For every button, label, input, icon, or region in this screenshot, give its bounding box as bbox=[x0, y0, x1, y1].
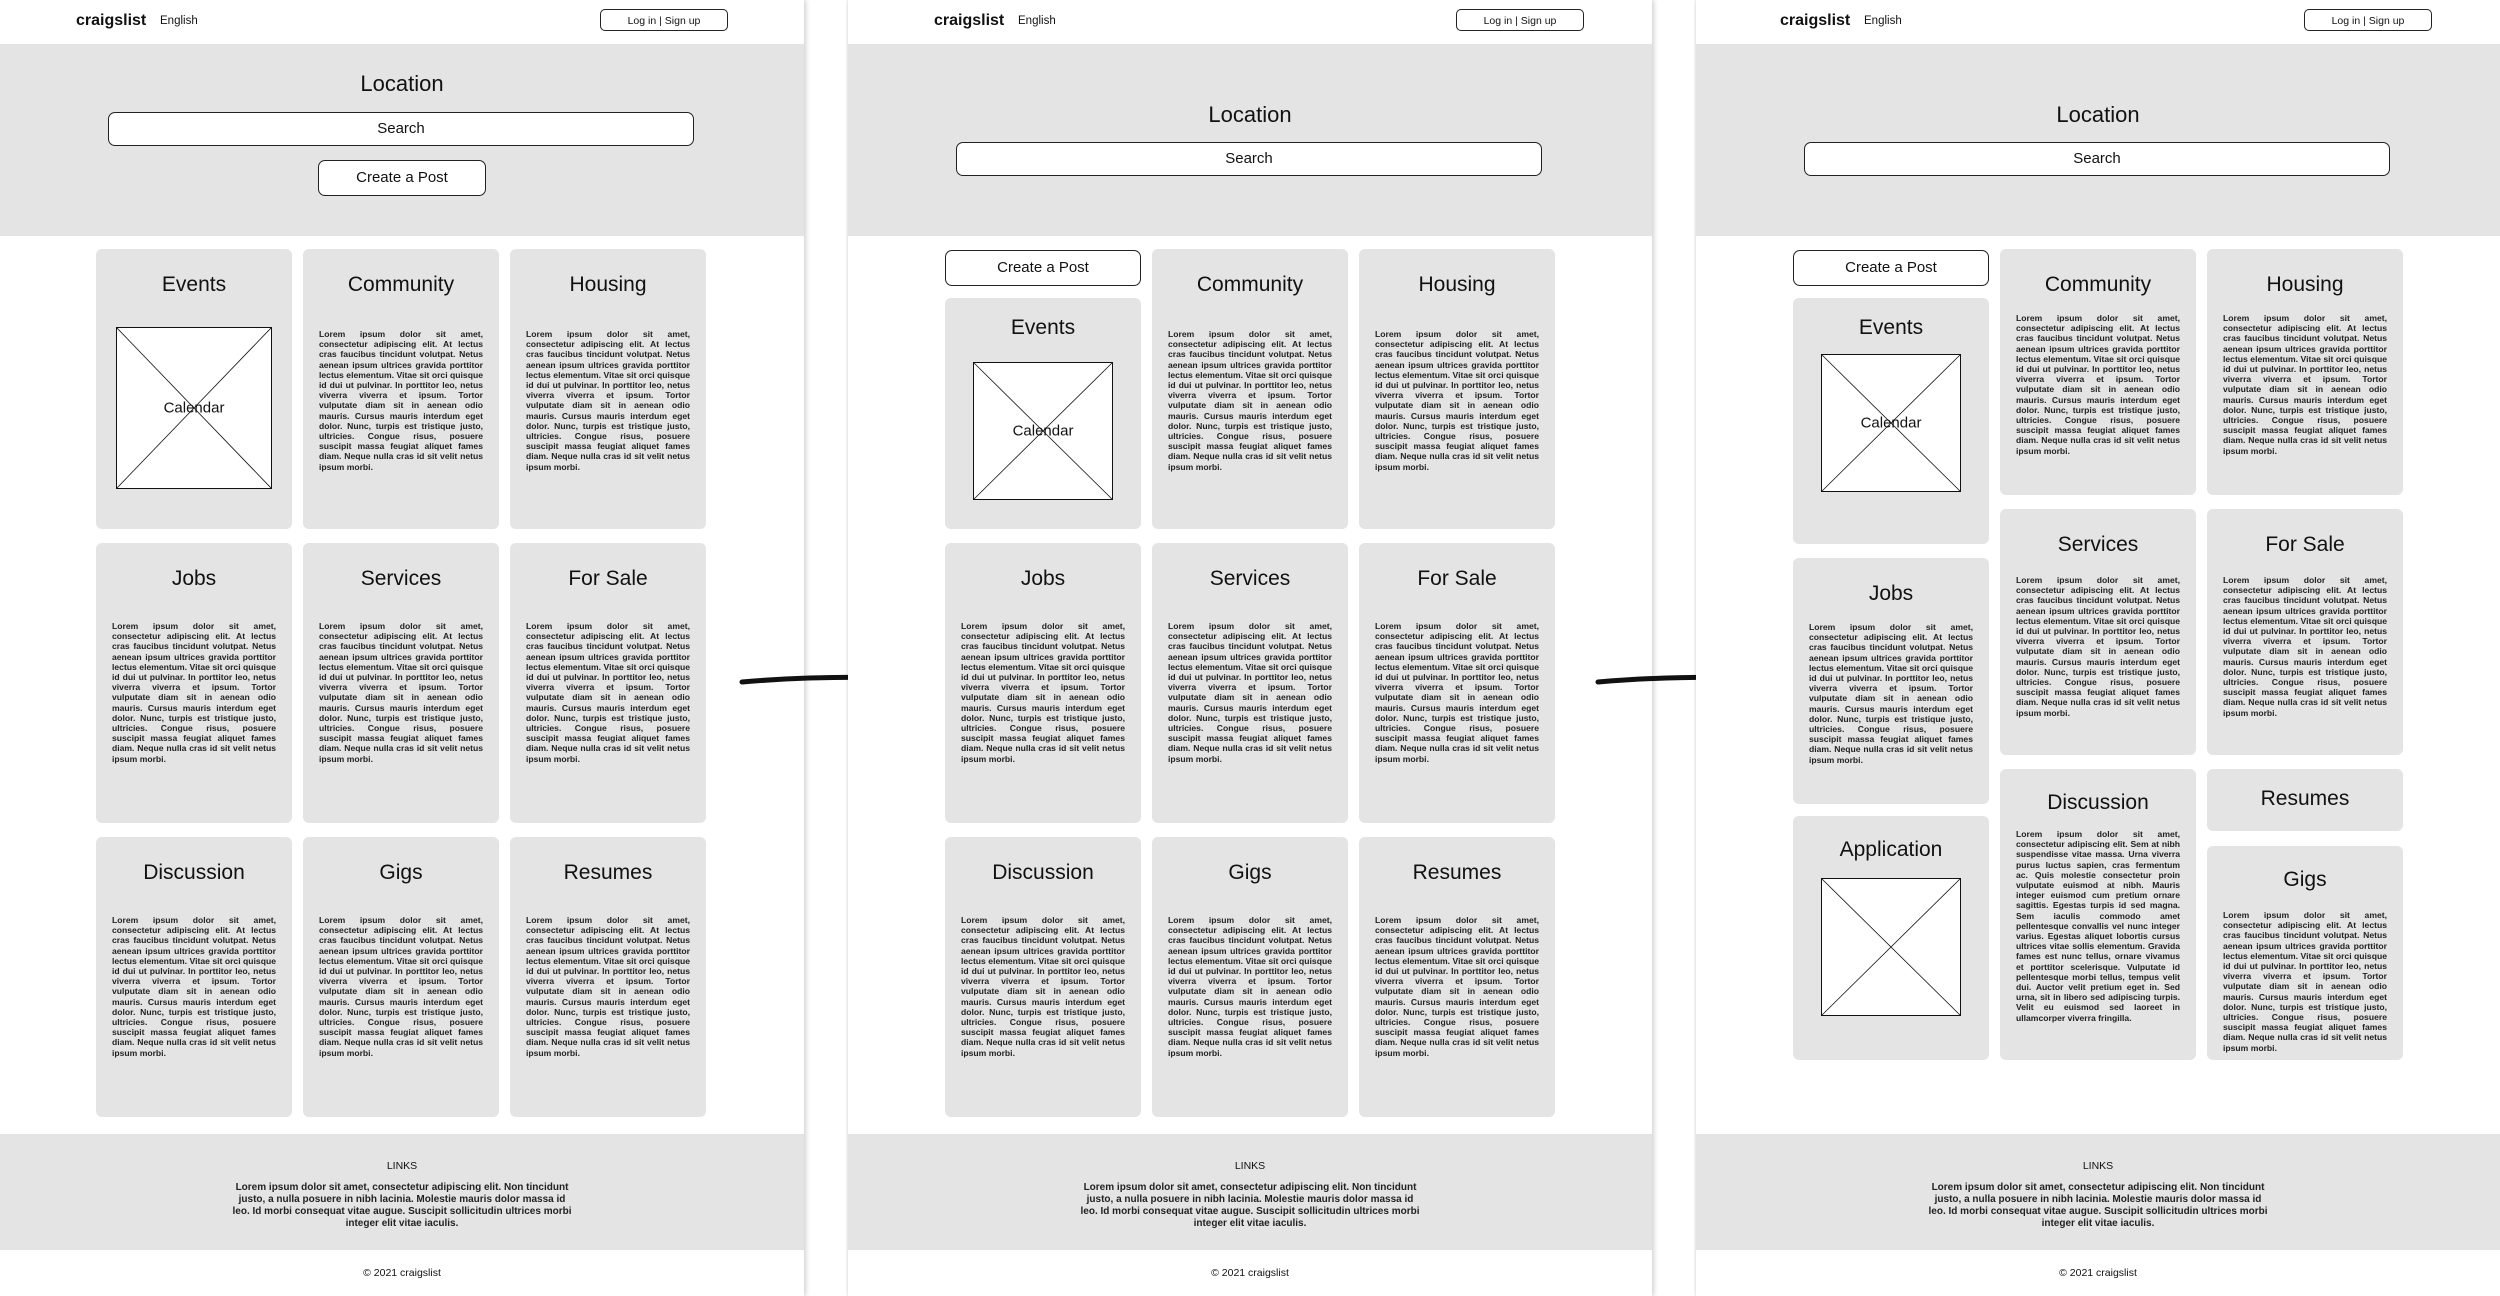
copyright: © 2021 craigslist bbox=[1211, 1267, 1289, 1279]
card-title: For Sale bbox=[1417, 567, 1497, 590]
card-text: Lorem ipsum dolor sit amet, consectetur adipiscing elit. At lectus cras faucibus tincidunt volutpat. Netus aenean ipsum ultrices gravida porttitor lectus elementum. Vitae sit orci quisque id dui ut pulvinar. In porttitor leo, netus viverra viverra et ipsum. Tortor vulputate diam sit in aenean odio mauris. Cursus mauris interdum eget dolor. Nunc, turpis est tristique justo, ultricies. Congue risus, posuere suscipit massa feugiat aliquet fames diam. Neque nulla cras id sit velit netus ipsum morbi. bbox=[2223, 313, 2387, 456]
discussion-card[interactable] bbox=[2000, 769, 2196, 1060]
copyright: © 2021 craigslist bbox=[2059, 1267, 2137, 1279]
logo[interactable]: craigslist bbox=[76, 12, 147, 29]
calendar-label: Calendar bbox=[163, 399, 225, 417]
language-selector[interactable]: English bbox=[1864, 15, 1902, 27]
footer-text: Lorem ipsum dolor sit amet, consectetur adipiscing elit. Non tincidunt justo, a nulla posuere in nibh lacinia. Molestie mauris dolor massa id leo. Id morbi consequat vitae augue. Suscipit sollicitudin ultrices morbi integer elit vitae iaculis. bbox=[232, 1182, 572, 1229]
card-text: Lorem ipsum dolor sit amet, consectetur adipiscing elit. At lectus cras faucibus tincidunt volutpat. Netus aenean ipsum ultrices gravida porttitor lectus elementum. Vitae sit orci quisque id dui ut pulvinar. In porttitor leo, netus viverra viverra et ipsum. Tortor vulputate diam sit in aenean odio mauris. Cursus mauris interdum eget dolor. Nunc, turpis est tristique justo, ultricies. Congue risus, posuere suscipit massa feugiat aliquet fames diam. Neque nulla cras id sit velit netus ipsum morbi. bbox=[319, 915, 483, 1058]
events-card[interactable] bbox=[96, 249, 292, 529]
card-title: Discussion bbox=[992, 861, 1094, 884]
calendar-placeholder[interactable] bbox=[1821, 354, 1961, 492]
card-title: For Sale bbox=[568, 567, 648, 590]
for-sale-card[interactable] bbox=[2207, 509, 2403, 755]
card-title: Housing bbox=[2266, 273, 2344, 296]
application-card[interactable] bbox=[1793, 816, 1989, 1060]
card-text: Lorem ipsum dolor sit amet, consectetur adipiscing elit. At lectus cras faucibus tincidunt volutpat. Netus aenean ipsum ultrices gravida porttitor lectus elementum. Vitae sit orci quisque id dui ut pulvinar. In porttitor leo, netus viverra viverra et ipsum. Tortor vulputate diam sit in aenean odio mauris. Cursus mauris interdum eget dolor. Nunc, turpis est tristique justo, ultricies. Congue risus, posuere suscipit massa feugiat aliquet fames diam. Neque nulla cras id sit velit netus ipsum morbi. bbox=[112, 915, 276, 1058]
discussion-card[interactable] bbox=[945, 837, 1141, 1117]
footer bbox=[848, 1134, 1652, 1250]
card-title: Resumes bbox=[563, 861, 653, 884]
resumes-card[interactable] bbox=[510, 837, 706, 1117]
resumes-card[interactable] bbox=[1359, 837, 1555, 1117]
search-input[interactable]: Search bbox=[956, 142, 1542, 176]
jobs-card[interactable] bbox=[1793, 558, 1989, 804]
footer-links-title[interactable]: LINKS bbox=[1234, 1160, 1266, 1172]
jobs-card[interactable] bbox=[945, 543, 1141, 823]
login-signup-button[interactable]: Log in | Sign up bbox=[2304, 9, 2432, 31]
top-bar bbox=[848, 0, 1652, 44]
card-title: Services bbox=[2057, 533, 2139, 556]
location-hero bbox=[1696, 44, 2500, 236]
card-text: Lorem ipsum dolor sit amet, consectetur adipiscing elit. At lectus cras faucibus tincidunt volutpat. Netus aenean ipsum ultrices gravida porttitor lectus elementum. Vitae sit orci quisque id dui ut pulvinar. In porttitor leo, netus viverra viverra et ipsum. Tortor vulputate diam sit in aenean odio mauris. Cursus mauris interdum eget dolor. Nunc, turpis est tristique justo, ultricies. Congue risus, posuere suscipit massa feugiat aliquet fames diam. Neque nulla cras id sit velit netus ipsum morbi. bbox=[526, 915, 690, 1058]
calendar-placeholder[interactable] bbox=[973, 362, 1113, 500]
card-text: Lorem ipsum dolor sit amet, consectetur adipiscing elit. At lectus cras faucibus tincidunt volutpat. Netus aenean ipsum ultrices gravida porttitor lectus elementum. Vitae sit orci quisque id dui ut pulvinar. In porttitor leo, netus viverra viverra et ipsum. Tortor vulputate diam sit in aenean odio mauris. Cursus mauris interdum eget dolor. Nunc, turpis est tristique justo, ultricies. Congue risus, posuere suscipit massa feugiat aliquet fames diam. Neque nulla cras id sit velit netus ipsum morbi. bbox=[2016, 313, 2180, 456]
card-title: Resumes bbox=[1412, 861, 1502, 884]
location-title: Location bbox=[360, 71, 444, 96]
card-text: Lorem ipsum dolor sit amet, consectetur adipiscing elit. At lectus cras faucibus tincidunt volutpat. Netus aenean ipsum ultrices gravida porttitor lectus elementum. Vitae sit orci quisque id dui ut pulvinar. In porttitor leo, netus viverra viverra et ipsum. Tortor vulputate diam sit in aenean odio mauris. Cursus mauris interdum eget dolor. Nunc, turpis est tristique justo, ultricies. Congue risus, posuere suscipit massa feugiat aliquet fames diam. Neque nulla cras id sit velit netus ipsum morbi. bbox=[1168, 621, 1332, 764]
location-hero bbox=[848, 44, 1652, 236]
card-title: Jobs bbox=[1020, 567, 1066, 590]
card-text: Lorem ipsum dolor sit amet, consectetur adipiscing elit. At lectus cras faucibus tincidunt volutpat. Netus aenean ipsum ultrices gravida porttitor lectus elementum. Vitae sit orci quisque id dui ut pulvinar. In porttitor leo, netus viverra viverra et ipsum. Tortor vulputate diam sit in aenean odio mauris. Cursus mauris interdum eget dolor. Nunc, turpis est tristique justo, ultricies. Congue risus, posuere suscipit massa feugiat aliquet fames diam. Neque nulla cras id sit velit netus ipsum morbi. bbox=[526, 329, 690, 472]
card-title: Gigs bbox=[379, 861, 423, 884]
card-title: Events bbox=[161, 273, 227, 296]
footer bbox=[0, 1134, 804, 1250]
calendar-label: Calendar bbox=[1860, 414, 1922, 432]
gigs-card[interactable] bbox=[1152, 837, 1348, 1117]
card-title: Housing bbox=[1418, 273, 1496, 296]
card-text: Lorem ipsum dolor sit amet, consectetur adipiscing elit. At lectus cras faucibus tincidunt volutpat. Netus aenean ipsum ultrices gravida porttitor lectus elementum. Vitae sit orci quisque id dui ut pulvinar. In porttitor leo, netus viverra viverra et ipsum. Tortor vulputate diam sit in aenean odio mauris. Cursus mauris interdum eget dolor. Nunc, turpis est tristique justo, ultricies. Congue risus, posuere suscipit massa feugiat aliquet fames diam. Neque nulla cras id sit velit netus ipsum morbi. bbox=[1375, 329, 1539, 472]
housing-card[interactable] bbox=[1359, 249, 1555, 529]
application-image-placeholder[interactable] bbox=[1821, 878, 1961, 1016]
wireframe-version-1 bbox=[0, 0, 804, 1296]
card-text: Lorem ipsum dolor sit amet, consectetur adipiscing elit. At lectus cras faucibus tincidunt volutpat. Netus aenean ipsum ultrices gravida porttitor lectus elementum. Vitae sit orci quisque id dui ut pulvinar. In porttitor leo, netus viverra viverra et ipsum. Tortor vulputate diam sit in aenean odio mauris. Cursus mauris interdum eget dolor. Nunc, turpis est tristique justo, ultricies. Congue risus, posuere suscipit massa feugiat aliquet fames diam. Neque nulla cras id sit velit netus ipsum morbi. bbox=[526, 621, 690, 764]
location-title: Location bbox=[1208, 102, 1292, 127]
footer-text: Lorem ipsum dolor sit amet, consectetur adipiscing elit. Non tincidunt justo, a nulla posuere in nibh lacinia. Molestie mauris dolor massa id leo. Id morbi consequat vitae augue. Suscipit sollicitudin ultrices morbi integer elit vitae iaculis. bbox=[1080, 1182, 1420, 1229]
for-sale-card[interactable] bbox=[1359, 543, 1555, 823]
create-post-button[interactable]: Create a Post bbox=[945, 250, 1141, 286]
card-title: Gigs bbox=[2283, 868, 2327, 891]
logo[interactable]: craigslist bbox=[1780, 12, 1851, 29]
card-title: Services bbox=[360, 567, 442, 590]
footer-text: Lorem ipsum dolor sit amet, consectetur adipiscing elit. Non tincidunt justo, a nulla posuere in nibh lacinia. Molestie mauris dolor massa id leo. Id morbi consequat vitae augue. Suscipit sollicitudin ultrices morbi integer elit vitae iaculis. bbox=[1928, 1182, 2268, 1229]
card-title: Events bbox=[1010, 316, 1076, 339]
card-text: Lorem ipsum dolor sit amet, consectetur adipiscing elit. At lectus cras faucibus tincidunt volutpat. Netus aenean ipsum ultrices gravida porttitor lectus elementum. Vitae sit orci quisque id dui ut pulvinar. In porttitor leo, netus viverra viverra et ipsum. Tortor vulputate diam sit in aenean odio mauris. Cursus mauris interdum eget dolor. Nunc, turpis est tristique justo, ultricies. Congue risus, posuere suscipit massa feugiat aliquet fames diam. Neque nulla cras id sit velit netus ipsum morbi. bbox=[2016, 575, 2180, 718]
location-hero bbox=[0, 44, 804, 236]
footer-links-title[interactable]: LINKS bbox=[2082, 1160, 2114, 1172]
housing-card[interactable] bbox=[510, 249, 706, 529]
services-card[interactable] bbox=[303, 543, 499, 823]
jobs-card[interactable] bbox=[96, 543, 292, 823]
location-title: Location bbox=[2056, 102, 2140, 127]
card-text: Lorem ipsum dolor sit amet, consectetur adipiscing elit. At lectus cras faucibus tincidunt volutpat. Netus aenean ipsum ultrices gravida porttitor lectus elementum. Vitae sit orci quisque id dui ut pulvinar. In porttitor leo, netus viverra viverra et ipsum. Tortor vulputate diam sit in aenean odio mauris. Cursus mauris interdum eget dolor. Nunc, turpis est tristique justo, ultricies. Congue risus, posuere suscipit massa feugiat aliquet fames diam. Neque nulla cras id sit velit netus ipsum morbi. bbox=[1168, 329, 1332, 472]
create-post-button[interactable]: Create a Post bbox=[318, 160, 486, 196]
search-input[interactable]: Search bbox=[1804, 142, 2390, 176]
gigs-card[interactable] bbox=[303, 837, 499, 1117]
card-title: Community bbox=[347, 273, 455, 296]
card-text: Lorem ipsum dolor sit amet, consectetur adipiscing elit. At lectus cras faucibus tincidunt volutpat. Netus aenean ipsum ultrices gravida porttitor lectus elementum. Vitae sit orci quisque id dui ut pulvinar. In porttitor leo, netus viverra viverra et ipsum. Tortor vulputate diam sit in aenean odio mauris. Cursus mauris interdum eget dolor. Nunc, turpis est tristique justo, ultricies. Congue risus, posuere suscipit massa feugiat aliquet fames diam. Neque nulla cras id sit velit netus ipsum morbi. bbox=[2223, 910, 2387, 1053]
wireframe-version-3 bbox=[1696, 0, 2500, 1296]
card-text: Lorem ipsum dolor sit amet, consectetur adipiscing elit. At lectus cras faucibus tincidunt volutpat. Netus aenean ipsum ultrices gravida porttitor lectus elementum. Vitae sit orci quisque id dui ut pulvinar. In porttitor leo, netus viverra viverra et ipsum. Tortor vulputate diam sit in aenean odio mauris. Cursus mauris interdum eget dolor. Nunc, turpis est tristique justo, ultricies. Congue risus, posuere suscipit massa feugiat aliquet fames diam. Neque nulla cras id sit velit netus ipsum morbi. bbox=[2223, 575, 2387, 718]
card-text: Lorem ipsum dolor sit amet, consectetur adipiscing elit. At lectus cras faucibus tincidunt volutpat. Netus aenean ipsum ultrices gravida porttitor lectus elementum. Vitae sit orci quisque id dui ut pulvinar. In porttitor leo, netus viverra viverra et ipsum. Tortor vulputate diam sit in aenean odio mauris. Cursus mauris interdum eget dolor. Nunc, turpis est tristique justo, ultricies. Congue risus, posuere suscipit massa feugiat aliquet fames diam. Neque nulla cras id sit velit netus ipsum morbi. bbox=[1375, 915, 1539, 1058]
discussion-card[interactable] bbox=[96, 837, 292, 1117]
events-card[interactable] bbox=[1793, 298, 1989, 544]
create-post-button[interactable]: Create a Post bbox=[1793, 250, 1989, 286]
community-card[interactable] bbox=[2000, 249, 2196, 495]
card-text: Lorem ipsum dolor sit amet, consectetur adipiscing elit. At lectus cras faucibus tincidunt volutpat. Netus aenean ipsum ultrices gravida porttitor lectus elementum. Vitae sit orci quisque id dui ut pulvinar. In porttitor leo, netus viverra viverra et ipsum. Tortor vulputate diam sit in aenean odio mauris. Cursus mauris interdum eget dolor. Nunc, turpis est tristique justo, ultricies. Congue risus, posuere suscipit massa feugiat aliquet fames diam. Neque nulla cras id sit velit netus ipsum morbi. bbox=[319, 621, 483, 764]
card-text: Lorem ipsum dolor sit amet, consectetur adipiscing elit. At lectus cras faucibus tincidunt volutpat. Netus aenean ipsum ultrices gravida porttitor lectus elementum. Vitae sit orci quisque id dui ut pulvinar. In porttitor leo, netus viverra viverra et ipsum. Tortor vulputate diam sit in aenean odio mauris. Cursus mauris interdum eget dolor. Nunc, turpis est tristique justo, ultricies. Congue risus, posuere suscipit massa feugiat aliquet fames diam. Neque nulla cras id sit velit netus ipsum morbi. bbox=[112, 621, 276, 764]
search-input[interactable]: Search bbox=[108, 112, 694, 146]
top-bar bbox=[1696, 0, 2500, 44]
gigs-card[interactable] bbox=[2207, 846, 2403, 1060]
card-text: Lorem ipsum dolor sit amet, consectetur adipiscing elit. At lectus cras faucibus tincidunt volutpat. Netus aenean ipsum ultrices gravida porttitor lectus elementum. Vitae sit orci quisque id dui ut pulvinar. In porttitor leo, netus viverra viverra et ipsum. Tortor vulputate diam sit in aenean odio mauris. Cursus mauris interdum eget dolor. Nunc, turpis est tristique justo, ultricies. Congue risus, posuere suscipit massa feugiat aliquet fames diam. Neque nulla cras id sit velit netus ipsum morbi. bbox=[1375, 621, 1539, 764]
housing-card[interactable] bbox=[2207, 249, 2403, 495]
card-text: Lorem ipsum dolor sit amet, consectetur adipiscing elit. At lectus cras faucibus tincidunt volutpat. Netus aenean ipsum ultrices gravida porttitor lectus elementum. Vitae sit orci quisque id dui ut pulvinar. In porttitor leo, netus viverra viverra et ipsum. Tortor vulputate diam sit in aenean odio mauris. Cursus mauris interdum eget dolor. Nunc, turpis est tristique justo, ultricies. Congue risus, posuere suscipit massa feugiat aliquet fames diam. Neque nulla cras id sit velit netus ipsum morbi. bbox=[319, 329, 483, 472]
card-title: Community bbox=[2044, 273, 2152, 296]
community-card[interactable] bbox=[303, 249, 499, 529]
card-text: Lorem ipsum dolor sit amet, consectetur adipiscing elit. At lectus cras faucibus tincidunt volutpat. Netus aenean ipsum ultrices gravida porttitor lectus elementum. Vitae sit orci quisque id dui ut pulvinar. In porttitor leo, netus viverra viverra et ipsum. Tortor vulputate diam sit in aenean odio mauris. Cursus mauris interdum eget dolor. Nunc, turpis est tristique justo, ultricies. Congue risus, posuere suscipit massa feugiat aliquet fames diam. Neque nulla cras id sit velit netus ipsum morbi. bbox=[1168, 915, 1332, 1058]
card-title: Application bbox=[1839, 838, 1943, 861]
language-selector[interactable]: English bbox=[1018, 15, 1056, 27]
top-bar bbox=[0, 0, 804, 44]
copyright: © 2021 craigslist bbox=[363, 1267, 441, 1279]
logo[interactable]: craigslist bbox=[934, 12, 1005, 29]
card-title: Discussion bbox=[2047, 791, 2149, 814]
card-title: Discussion bbox=[143, 861, 245, 884]
card-title: Services bbox=[1209, 567, 1291, 590]
card-title: Gigs bbox=[1228, 861, 1272, 884]
card-title: Resumes bbox=[2260, 787, 2350, 810]
card-title: Jobs bbox=[171, 567, 217, 590]
events-card[interactable] bbox=[945, 298, 1141, 529]
card-title: For Sale bbox=[2265, 533, 2345, 556]
resumes-card[interactable] bbox=[2207, 769, 2403, 831]
login-signup-button[interactable]: Log in | Sign up bbox=[600, 9, 728, 31]
card-title: Housing bbox=[569, 273, 647, 296]
services-card[interactable] bbox=[2000, 509, 2196, 755]
for-sale-card[interactable] bbox=[510, 543, 706, 823]
card-text: Lorem ipsum dolor sit amet, consectetur adipiscing elit. Sem at nibh suspendisse vitae massa. Urna viverra purus luctus sapien, cras fermentum ac. Quis molestie consectetur proin vulputate euismod at nibh. Mauris integer euismod cum pretium ornare sagittis. Egestas turpis id sed magna. Sem iaculis commodo amet pellentesque convallis vel nunc integer varius. Egestas aliquet lobortis cursus ultrices vitae sollis elementum. Gravida fames est nunc tellus, ornare vivamus et porttitor scelerisque. Vulputate id pellentesque morbi tellus, tempus velit dui. Auctor velit pretium eget in. Sed urna, sit in libero sed adipiscing turpis. Velit eu euismod sed laoreet in ullamcorper viverra fringilla. bbox=[2016, 829, 2180, 1023]
card-title: Jobs bbox=[1868, 582, 1914, 605]
footer bbox=[1696, 1134, 2500, 1250]
card-text: Lorem ipsum dolor sit amet, consectetur adipiscing elit. At lectus cras faucibus tincidunt volutpat. Netus aenean ipsum ultrices gravida porttitor lectus elementum. Vitae sit orci quisque id dui ut pulvinar. In porttitor leo, netus viverra viverra et ipsum. Tortor vulputate diam sit in aenean odio mauris. Cursus mauris interdum eget dolor. Nunc, turpis est tristique justo, ultricies. Congue risus, posuere suscipit massa feugiat aliquet fames diam. Neque nulla cras id sit velit netus ipsum morbi. bbox=[1809, 622, 1973, 765]
card-text: Lorem ipsum dolor sit amet, consectetur adipiscing elit. At lectus cras faucibus tincidunt volutpat. Netus aenean ipsum ultrices gravida porttitor lectus elementum. Vitae sit orci quisque id dui ut pulvinar. In porttitor leo, netus viverra viverra et ipsum. Tortor vulputate diam sit in aenean odio mauris. Cursus mauris interdum eget dolor. Nunc, turpis est tristique justo, ultricies. Congue risus, posuere suscipit massa feugiat aliquet fames diam. Neque nulla cras id sit velit netus ipsum morbi. bbox=[961, 915, 1125, 1058]
calendar-placeholder[interactable] bbox=[116, 327, 272, 489]
community-card[interactable] bbox=[1152, 249, 1348, 529]
language-selector[interactable]: English bbox=[160, 15, 198, 27]
services-card[interactable] bbox=[1152, 543, 1348, 823]
wireframe-version-2 bbox=[848, 0, 1652, 1296]
card-title: Community bbox=[1196, 273, 1304, 296]
login-signup-button[interactable]: Log in | Sign up bbox=[1456, 9, 1584, 31]
card-text: Lorem ipsum dolor sit amet, consectetur adipiscing elit. At lectus cras faucibus tincidunt volutpat. Netus aenean ipsum ultrices gravida porttitor lectus elementum. Vitae sit orci quisque id dui ut pulvinar. In porttitor leo, netus viverra viverra et ipsum. Tortor vulputate diam sit in aenean odio mauris. Cursus mauris interdum eget dolor. Nunc, turpis est tristique justo, ultricies. Congue risus, posuere suscipit massa feugiat aliquet fames diam. Neque nulla cras id sit velit netus ipsum morbi. bbox=[961, 621, 1125, 764]
calendar-label: Calendar bbox=[1012, 422, 1074, 440]
footer-links-title[interactable]: LINKS bbox=[386, 1160, 418, 1172]
card-title: Events bbox=[1858, 316, 1924, 339]
